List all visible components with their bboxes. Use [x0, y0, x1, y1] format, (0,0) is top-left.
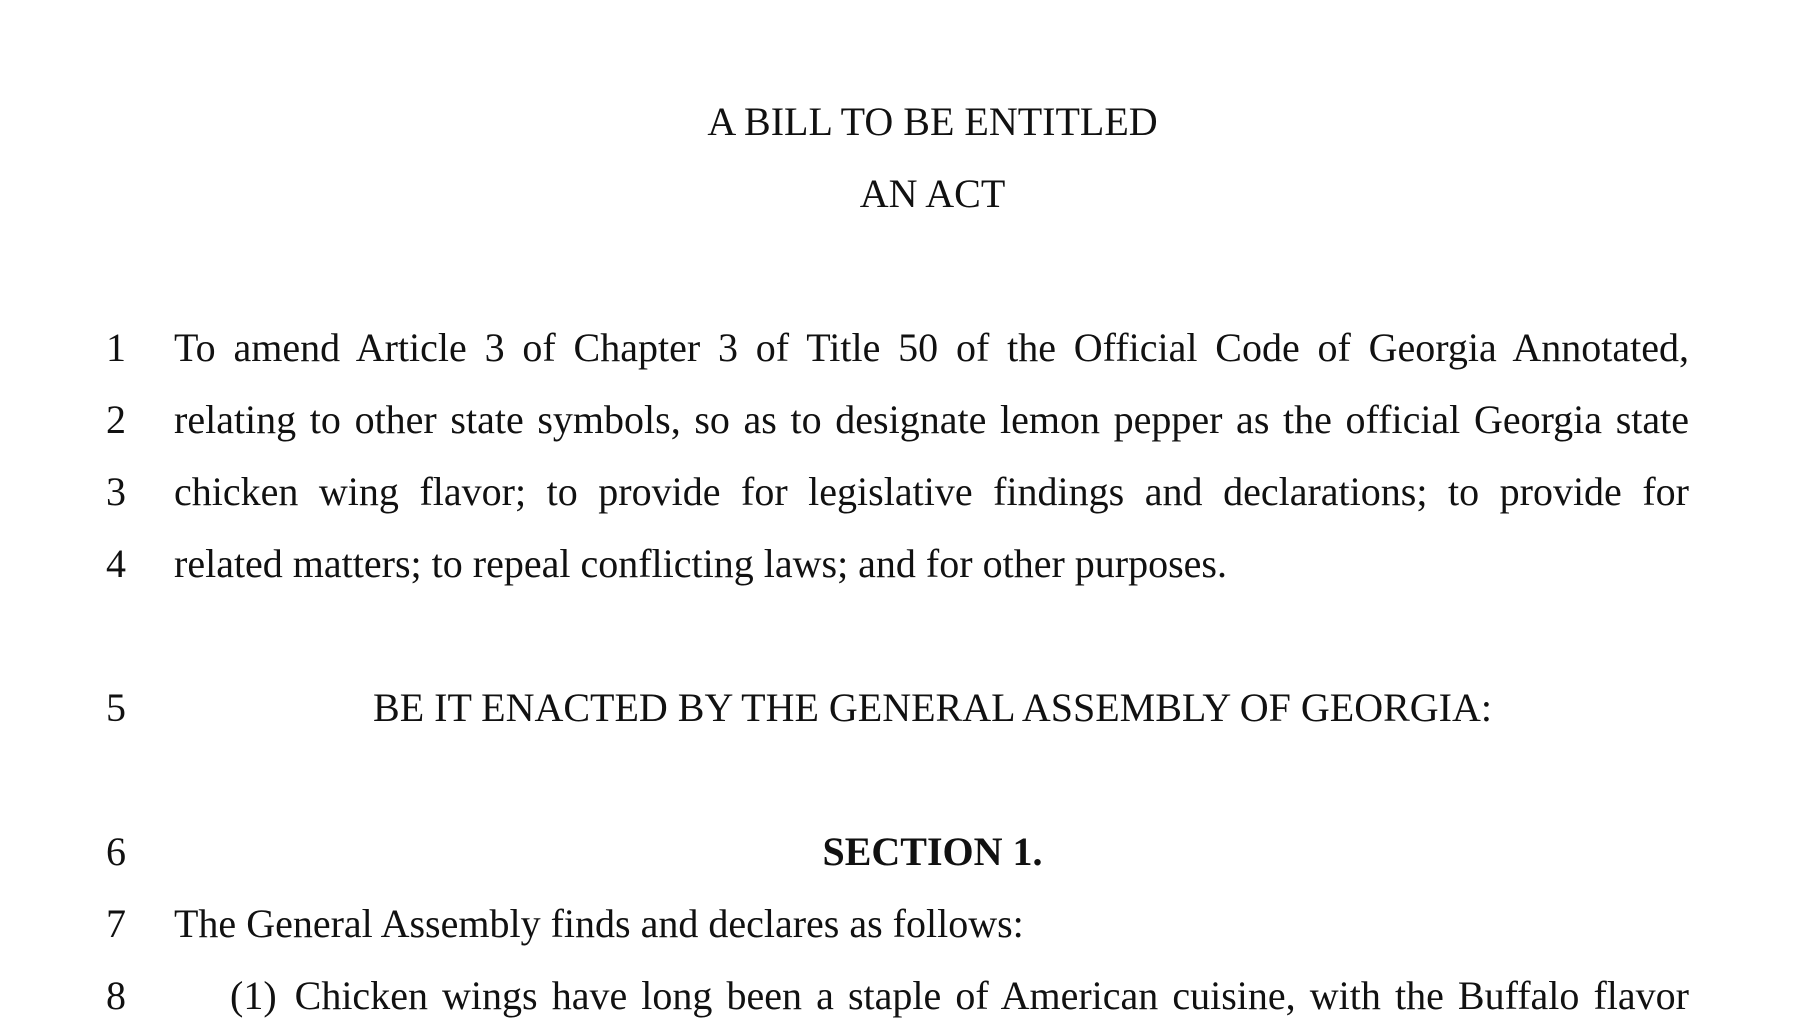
item-number: (1) [230, 973, 277, 1018]
enacting-clause: BE IT ENACTED BY THE GENERAL ASSEMBLY OF GEORGIA: [373, 685, 1492, 730]
line-number: 8 [106, 973, 126, 1018]
line-number: 4 [106, 541, 126, 586]
line-number: 5 [106, 685, 126, 730]
bill-text-line: To amend Article 3 of Chapter 3 of Title 50 of the Official Code of Georgia Annotated, [174, 325, 1689, 370]
act-heading: AN ACT [859, 171, 1006, 216]
item-text: Chicken wings have long been a staple of American cuisine, with the Buffalo flavor [294, 973, 1689, 1018]
bill-text-line: chicken wing flavor; to provide for legislative findings and declarations; to provide for [174, 469, 1689, 514]
bill-heading: A BILL TO BE ENTITLED [707, 99, 1158, 144]
line-number: 3 [106, 469, 126, 514]
finding-item [230, 972, 1689, 1020]
line-number: 1 [106, 325, 126, 370]
line-number: 6 [106, 829, 126, 874]
line-number: 7 [106, 901, 126, 946]
bill-text-line: relating to other state symbols, so as to designate lemon pepper as the official Georgia state [174, 397, 1689, 442]
section-heading: SECTION 1. [822, 829, 1043, 874]
line-number: 2 [106, 397, 126, 442]
bill-text-line: The General Assembly finds and declares as follows: [174, 901, 1024, 946]
bill-text-line: related matters; to repeal conflicting laws; and for other purposes. [174, 541, 1227, 586]
